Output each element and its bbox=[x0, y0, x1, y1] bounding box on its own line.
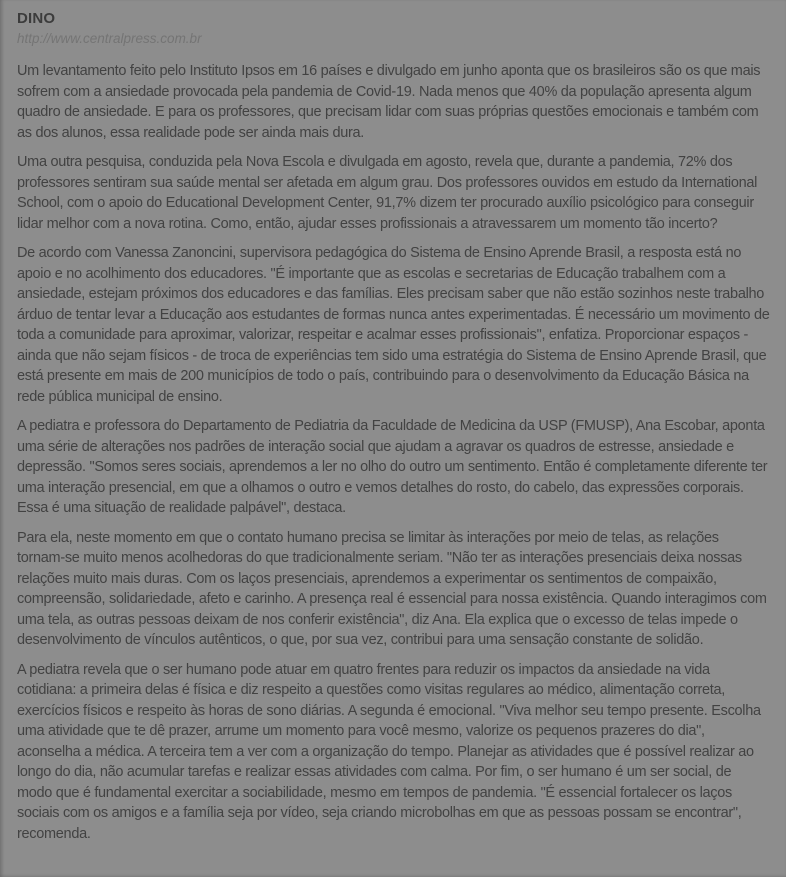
source-url-link[interactable]: http://www.centralpress.com.br bbox=[17, 31, 202, 46]
article-paragraph-4: A pediatra e professora do Departamento de Pediatria da Faculdade de Medicina da USP (FMUSP), Ana Escobar, aponta uma série de alterações nos padrões de interação social que ajudam a agravar os quadros de estresse, ansiedade e depressão. "Somos seres sociais, aprendemos a ler no olho do outro um sentimento. Então é completamente diferente ter uma interação presencial, em que a olhamos o outro e vemos detalhes do rosto, do cabelo, das expressões corporais. Essa é uma situação de realidade palpável", destaca. bbox=[17, 418, 768, 516]
article-body bbox=[17, 61, 770, 844]
source-name-heading: DINO bbox=[17, 10, 56, 27]
article-paragraph-3: De acordo com Vanessa Zanoncini, supervisora pedagógica do Sistema de Ensino Aprende Brasil, a resposta está no apoio e no acolhimento dos educadores. "É importante que as escolas e secretarias de Educação trabalhem com a ansiedade, estejam próximos dos educadores e das famílias. Eles precisam saber que não estão sozinhos neste trabalho árduo de tentar levar a Educação aos estudantes de formas nunca antes experimentadas. É necessário um movimento de toda a comunidade para aproximar, valorizar, respeitar e acalmar esses profissionais", enfatiza. Proporcionar espaços - ainda que não sejam físicos - de troca de experiências tem sido uma estratégia do Sistema de Ensino Aprende Brasil, que está presente em mais de 200 municípios de todo o país, contribuindo para o desenvolvimento da Educação Básica na rede pública municipal de ensino. bbox=[17, 245, 770, 405]
article-paragraph-6: A pediatra revela que o ser humano pode atuar em quatro frentes para reduzir os impactos da ansiedade na vida cotidiana: a primeira delas é física e diz respeito a questões como visitas regulares ao médico, alimentação correta, exercícios físicos e respeito às horas de sono diárias. A segunda é emocional. "Viva melhor seu tempo presente. Escolha uma atividade que te dê prazer, arrume um momento para você mesmo, valorize os pequenos prazeres do dia", aconselha a médica. A terceira tem a ver com a organização do tempo. Planejar as atividades que é possível realizar ao longo do dia, não acumular tarefas e realizar essas atividades com calma. Por fim, o ser humano é um ser social, de modo que é fundamental exercitar a sociabilidade, mesmo em tempos de pandemia. "É essencial fortalecer os laços sociais com os amigos e a família seja por vídeo, seja criando microbolhas em que as pessoas possam se encontrar", recomenda. bbox=[17, 661, 761, 842]
article-paragraph-5: Para ela, neste momento em que o contato humano precisa se limitar às interações por meio de telas, as relações tornam-se muito menos acolhedoras do que tradicionalmente seriam. "Não ter as interações presenciais deixa nossas relações muito mais duras. Com os laços presenciais, aprendemos a experimentar os sentimentos de compaixão, compreensão, solidariedade, afeto e carinho. A presença real é essencial para nossa existência. Quando interagimos com uma tela, as outras pessoas deixam de nos conferir existência", diz Ana. Ela explica que o excesso de telas impede o desenvolvimento de vínculos autênticos, o que, por sua vez, contribui para uma sensação constante de solidão. bbox=[17, 529, 767, 648]
article-paragraph-2: Uma outra pesquisa, conduzida pela Nova Escola e divulgada em agosto, revela que, durante a pandemia, 72% dos professores sentiram sua saúde mental ser afetada em algum grau. Dos professores ouvidos em estudo da International School, com o apoio do Educational Development Center, 91,7% dizem ter procurado auxílio psicológico para conseguir lidar melhor com a nova rotina. Como, então, ajudar esses profissionais a atravessarem um momento tão incerto? bbox=[17, 154, 758, 232]
article-paragraph-1: Um levantamento feito pelo Instituto Ipsos em 16 países e divulgado em junho aponta que os brasileiros são os que mais sofrem com a ansiedade provocada pela pandemia de Covid-19. Nada menos que 40% da população apresenta algum quadro de ansiedade. E para os professores, que precisam lidar com suas próprias questões emocionais e também com as dos alunos, essa realidade pode ser ainda mais dura. bbox=[17, 63, 761, 141]
